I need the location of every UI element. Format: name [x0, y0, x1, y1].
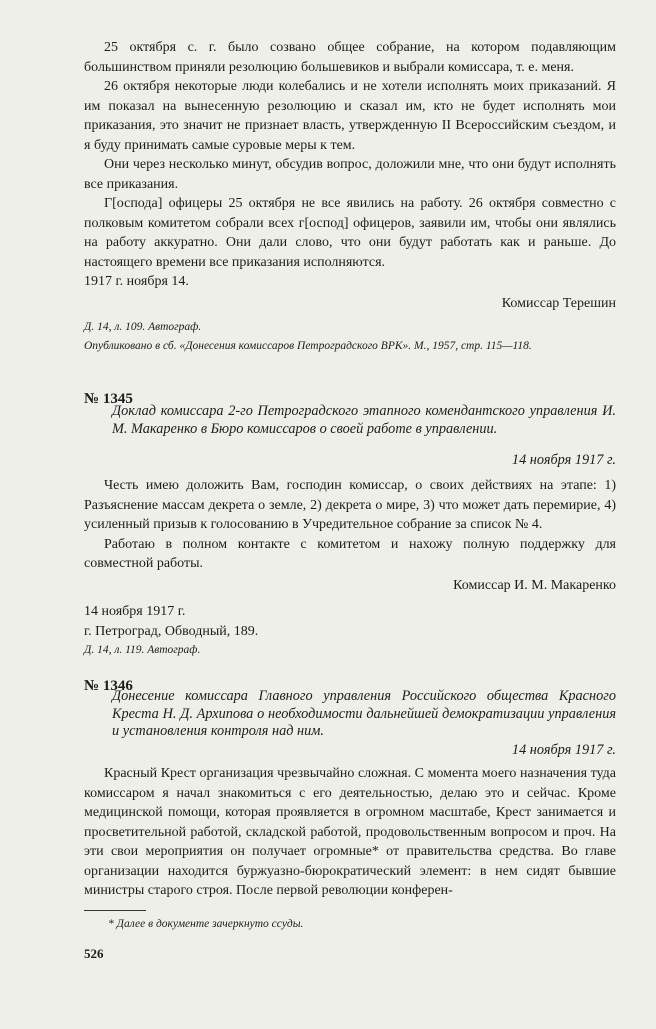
doc2-paragraph-1: Честь имею доложить Вам, господин комиссар, о своих действиях на этапе: 1) Разъяснение массам декрета о земле, 2) декрета о мире, 3) что может дать перемирие, 4) усиленный призыв к голосованию в Учредительное собрание за список № 4.: [84, 478, 616, 532]
doc2-body: [84, 476, 616, 658]
doc2-signature: Комиссар И. М. Макаренко: [453, 577, 616, 593]
doc1-body: [84, 38, 616, 354]
doc1-signature: Комиссар Терешин: [501, 295, 616, 311]
doc1-paragraph-3: Они через несколько минут, обсудив вопрос, доложили мне, что они будут исполнять все приказания.: [84, 157, 616, 192]
doc2-place: г. Петроград, Обводный, 189.: [84, 623, 259, 639]
page-number: 526: [84, 946, 104, 961]
footnote-divider: [84, 910, 146, 911]
doc1-paragraph-2: 26 октября некоторые люди колебались и не хотели исполнять моих приказаний. Я им показал на вынесенную резолюцию и сказал им, кто не будет исполнять мои приказания, это значит не признает власть, утвержденную II Всероссийским съездом, и я буду принимать самые суровые меры к тем.: [84, 79, 616, 153]
doc3-paragraph-1: Красный Крест организация чрезвычайно сложная. С момента моего назначения туда комиссаром я начал знакомиться с его деятельностью, делаю это и сейчас. Кроме медицинской помощи, которая проявляется в огромном масштабе, Крест занимается и просветительной работой, складской работой, продовольственным вопросом и проч. На эти свои мероприятия он получает огромные* от правительства средства. Во главе организации находится буржуазно-бюрократический элемент: в нем сидят бывшие министры старого строя. После первой революции конферен-: [84, 766, 616, 898]
doc2-archive-ref: Д. 14, л. 119. Автограф.: [84, 644, 201, 656]
doc1-paragraph-1: 25 октября с. г. было созвано общее собрание, на котором подавляющим большинством приняли резолюцию большевиков и выбрали комиссара, т. е. меня.: [84, 40, 616, 75]
doc2-date: 14 ноября 1917 г.: [511, 452, 616, 468]
doc1-archive-ref: Д. 14, л. 109. Автограф.: [84, 321, 202, 333]
doc2-number: № 1345: [84, 391, 133, 407]
doc2-title: Доклад комиссара 2-го Петроградского этапного комендантского управления И. М. Макаренко в Бюро комиссаров о своей работе в управлении.: [112, 403, 616, 437]
doc3-number: № 1346: [84, 678, 133, 694]
footnote: * Далее в документе зачеркнуто ссуды.: [108, 918, 304, 930]
doc1-published-ref: Опубликовано в сб. «Донесения комиссаров Петроградского ВРК». М., 1957, стр. 115—118.: [84, 340, 532, 352]
doc3-date: 14 ноября 1917 г.: [511, 742, 616, 758]
doc3-body: [84, 764, 616, 901]
doc1-date-line: 1917 г. ноября 14.: [84, 274, 189, 289]
doc2-paragraph-2: Работаю в полном контакте с комитетом и нахожу полную поддержку для совместной работы.: [84, 536, 616, 571]
doc2-date-line: 14 ноября 1917 г.: [84, 604, 186, 619]
doc1-paragraph-4: Г[оспода] офицеры 25 октября не все явились на работу. 26 октября совместно с полковым комитетом собрали всех г[оспод] офицеров, заявили им, чтобы они являлись на работу аккуратно. Они дали слово, что они будут работать как и раньше. До настоящего времени все приказания исполняются.: [84, 196, 616, 270]
doc3-title: Донесение комиссара Главного управления Российского общества Красного Креста Н. Д. Архипова о необходимости дальнейшей демократизации управления и установления контроля над ним.: [112, 688, 616, 739]
